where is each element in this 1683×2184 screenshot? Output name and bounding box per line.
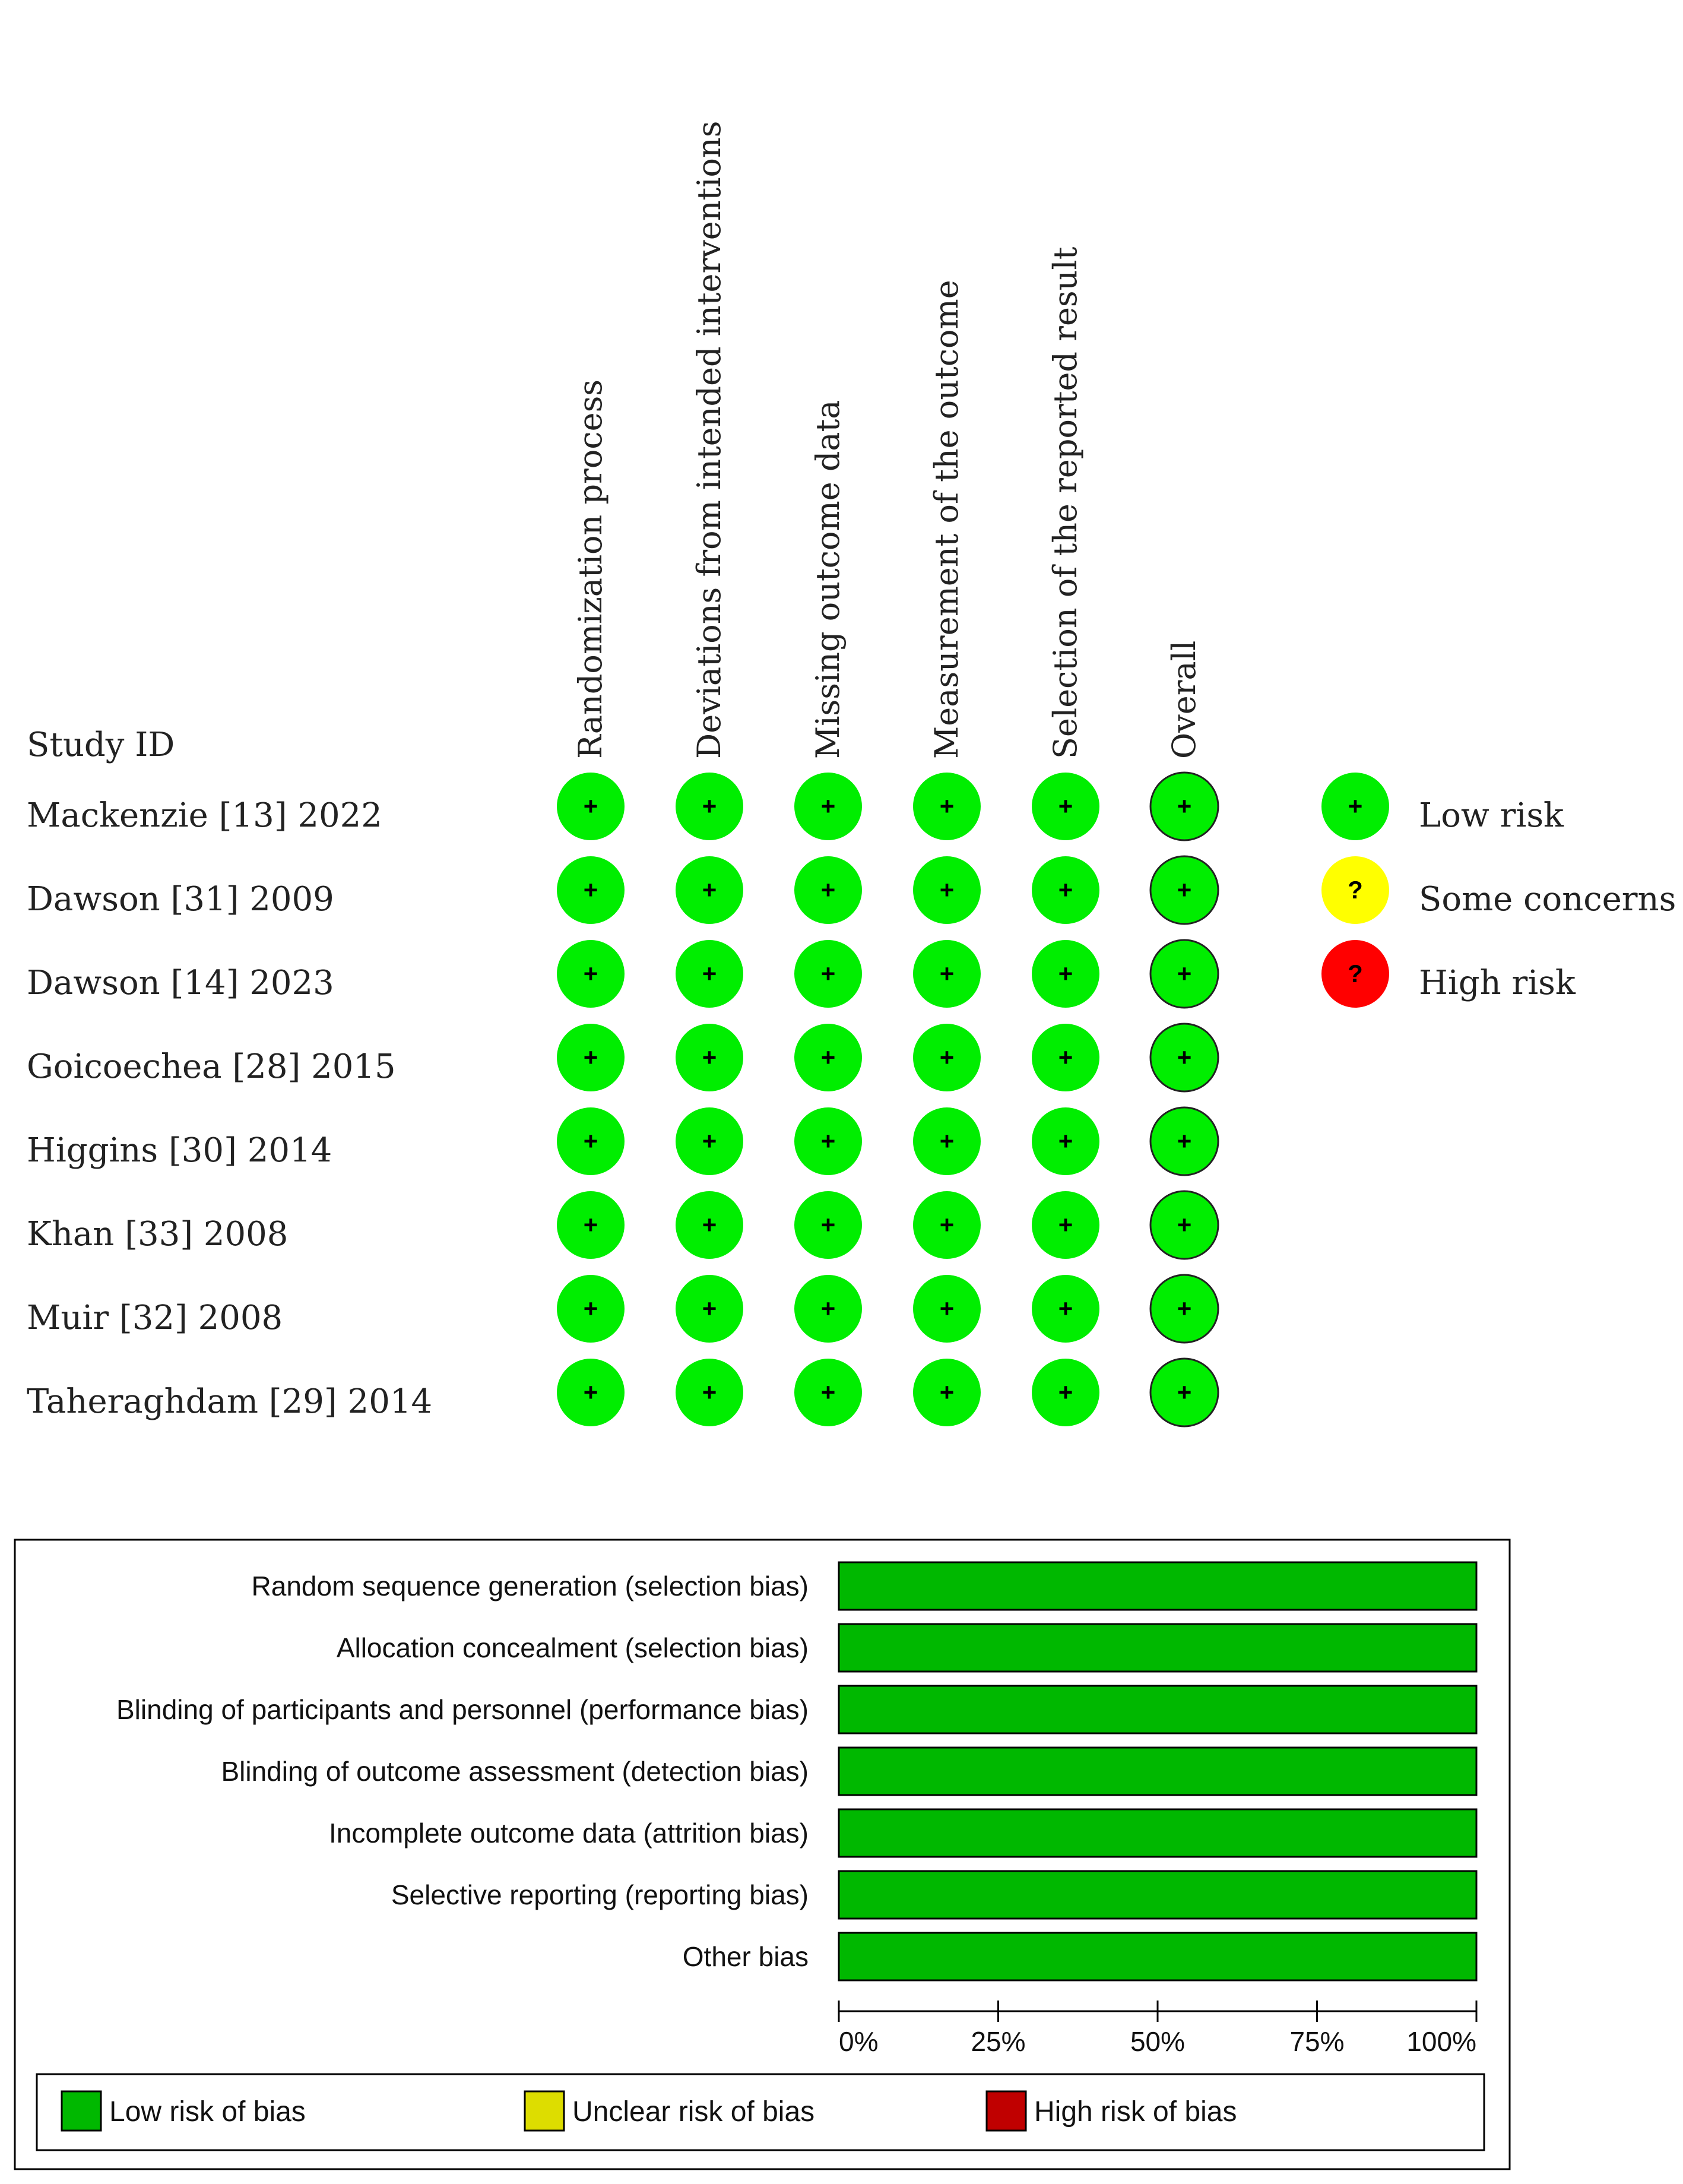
bar-category-label: Incomplete outcome data (attrition bias) xyxy=(329,1818,809,1849)
judgement-symbol: + xyxy=(939,792,955,820)
judgement-cell xyxy=(557,1359,625,1426)
judgement-symbol: + xyxy=(583,876,598,904)
summary-bar-chart xyxy=(15,1540,1510,2169)
judgement-symbol: + xyxy=(820,1378,836,1406)
legend-symbol: ? xyxy=(1348,876,1363,904)
judgement-cell xyxy=(913,1107,981,1175)
judgement-symbol: + xyxy=(820,1294,836,1322)
judgement-cell xyxy=(1150,1024,1218,1091)
judgement-cell xyxy=(794,1359,862,1426)
legend-item-high xyxy=(1321,940,1576,1008)
judgement-cell xyxy=(557,856,625,924)
judgement-cell xyxy=(557,1024,625,1091)
judgement-symbol: + xyxy=(939,876,955,904)
column-header: Overall xyxy=(1165,640,1203,759)
judgement-symbol: + xyxy=(939,960,955,987)
judgement-cell xyxy=(557,940,625,1008)
judgement-symbol: + xyxy=(583,960,598,987)
judgement-symbol: + xyxy=(702,1378,717,1406)
judgement-symbol: + xyxy=(1058,876,1073,904)
legend-label: Low risk xyxy=(1419,796,1564,835)
judgement-cell xyxy=(794,1024,862,1091)
bar-legend-item xyxy=(987,2091,1237,2131)
bar-segment xyxy=(839,1624,1476,1672)
study-label: Khan [33] 2008 xyxy=(27,1215,289,1254)
legend-item-low xyxy=(1321,773,1564,840)
judgement-symbol: + xyxy=(820,1127,836,1155)
judgement-cell xyxy=(557,1275,625,1343)
judgement-symbol: + xyxy=(820,960,836,987)
judgement-symbol: + xyxy=(1177,1378,1192,1406)
judgement-cell xyxy=(794,1275,862,1343)
row-header: Study ID xyxy=(27,726,175,764)
bar-segment xyxy=(839,1562,1476,1610)
judgement-cell xyxy=(913,1359,981,1426)
column-header: Measurement of the outcome xyxy=(928,280,965,759)
study-label: Higgins [30] 2014 xyxy=(27,1131,332,1170)
judgement-symbol: + xyxy=(820,1043,836,1071)
judgement-symbol: + xyxy=(1058,960,1073,987)
judgement-symbol: + xyxy=(1177,1043,1192,1071)
bar-segment xyxy=(839,1686,1476,1733)
x-tick-label: 50% xyxy=(1130,2026,1186,2057)
judgement-cell xyxy=(676,1107,743,1175)
judgement-cell xyxy=(676,1359,743,1426)
judgement-symbol: + xyxy=(1177,792,1192,820)
bar-legend-label: Low risk of bias xyxy=(109,2096,306,2128)
judgement-symbol: + xyxy=(1177,1127,1192,1155)
judgement-symbol: + xyxy=(1058,1127,1073,1155)
judgement-cell xyxy=(913,773,981,840)
study-label: Goicoechea [28] 2015 xyxy=(27,1047,396,1086)
bar-segment xyxy=(839,1933,1476,1980)
bar-legend-swatch xyxy=(62,2091,101,2131)
bar-category-label: Other bias xyxy=(682,1941,809,1972)
judgement-cell xyxy=(1032,1107,1099,1175)
bar-segment xyxy=(839,1809,1476,1857)
bar-category-label: Blinding of participants and personnel (performance bias) xyxy=(116,1694,809,1725)
judgement-symbol: + xyxy=(702,1127,717,1155)
x-tick-label: 25% xyxy=(971,2026,1026,2057)
judgement-symbol: + xyxy=(702,960,717,987)
study-label: Dawson [14] 2023 xyxy=(27,964,334,1002)
judgement-symbol: + xyxy=(702,1211,717,1239)
x-tick-label: 100% xyxy=(1406,2026,1476,2057)
bar-legend-swatch xyxy=(987,2091,1026,2131)
judgement-cell xyxy=(1150,1359,1218,1426)
judgement-cell xyxy=(794,1107,862,1175)
judgement-symbol: + xyxy=(1177,1211,1192,1239)
bar-segment xyxy=(839,1871,1476,1919)
judgement-symbol: + xyxy=(583,1043,598,1071)
legend-symbol: ? xyxy=(1348,960,1363,987)
judgement-symbol: + xyxy=(583,1211,598,1239)
judgement-cell xyxy=(794,856,862,924)
judgement-cell xyxy=(1032,1359,1099,1426)
judgement-cell xyxy=(1032,1024,1099,1091)
judgement-cell xyxy=(1150,773,1218,840)
judgement-symbol: + xyxy=(1058,1294,1073,1322)
column-header: Selection of the reported result xyxy=(1047,246,1084,759)
judgement-cell xyxy=(913,940,981,1008)
legend-symbol: + xyxy=(1348,792,1363,820)
legend-label: High risk xyxy=(1419,964,1576,1002)
x-tick-label: 0% xyxy=(839,2026,879,2057)
bar-legend-label: High risk of bias xyxy=(1034,2096,1237,2128)
judgement-cell xyxy=(913,1191,981,1259)
judgement-symbol: + xyxy=(583,1127,598,1155)
judgement-symbol: + xyxy=(820,792,836,820)
judgement-cell xyxy=(676,940,743,1008)
judgement-symbol: + xyxy=(1177,876,1192,904)
legend-item-some xyxy=(1321,856,1676,924)
judgement-cell xyxy=(913,1024,981,1091)
bar-legend-item xyxy=(62,2091,306,2131)
judgement-cell xyxy=(676,1191,743,1259)
judgement-symbol: + xyxy=(702,1043,717,1071)
judgement-symbol: + xyxy=(939,1043,955,1071)
bar-category-label: Selective reporting (reporting bias) xyxy=(391,1879,809,1910)
column-header: Deviations from intended interventions xyxy=(690,121,728,759)
judgement-symbol: + xyxy=(583,1294,598,1322)
judgement-cell xyxy=(1032,856,1099,924)
study-label: Muir [32] 2008 xyxy=(27,1299,283,1337)
bar-legend-swatch xyxy=(525,2091,564,2131)
traffic-light-plot xyxy=(27,121,1676,1426)
study-label: Mackenzie [13] 2022 xyxy=(27,796,382,835)
judgement-symbol: + xyxy=(820,1211,836,1239)
judgement-cell xyxy=(676,1275,743,1343)
bar-legend-label: Unclear risk of bias xyxy=(572,2096,815,2128)
judgement-symbol: + xyxy=(702,876,717,904)
judgement-cell xyxy=(794,1191,862,1259)
judgement-symbol: + xyxy=(939,1294,955,1322)
judgement-cell xyxy=(1032,940,1099,1008)
column-header: Randomization process xyxy=(572,379,609,759)
judgement-cell xyxy=(1150,1275,1218,1343)
judgement-symbol: + xyxy=(1058,1378,1073,1406)
judgement-symbol: + xyxy=(1058,1211,1073,1239)
judgement-symbol: + xyxy=(1177,960,1192,987)
judgement-cell xyxy=(1032,773,1099,840)
bar-category-label: Allocation concealment (selection bias) xyxy=(336,1632,809,1663)
legend-label: Some concerns xyxy=(1419,880,1676,919)
judgement-symbol: + xyxy=(583,792,598,820)
judgement-symbol: + xyxy=(939,1378,955,1406)
judgement-symbol: + xyxy=(583,1378,598,1406)
judgement-cell xyxy=(913,856,981,924)
judgement-cell xyxy=(557,773,625,840)
judgement-symbol: + xyxy=(1177,1294,1192,1322)
judgement-symbol: + xyxy=(1058,792,1073,820)
column-header: Missing outcome data xyxy=(809,400,847,759)
judgement-symbol: + xyxy=(820,876,836,904)
judgement-cell xyxy=(1032,1275,1099,1343)
judgement-cell xyxy=(676,773,743,840)
judgement-symbol: + xyxy=(939,1127,955,1155)
judgement-cell xyxy=(676,1024,743,1091)
judgement-cell xyxy=(1150,1191,1218,1259)
bar-segment xyxy=(839,1748,1476,1795)
judgement-symbol: + xyxy=(1058,1043,1073,1071)
judgement-symbol: + xyxy=(702,792,717,820)
judgement-cell xyxy=(794,940,862,1008)
judgement-cell xyxy=(1150,1107,1218,1175)
judgement-cell xyxy=(1150,940,1218,1008)
judgement-cell xyxy=(1150,856,1218,924)
judgement-cell xyxy=(794,773,862,840)
x-tick-label: 75% xyxy=(1289,2026,1345,2057)
study-label: Dawson [31] 2009 xyxy=(27,880,334,919)
judgement-symbol: + xyxy=(939,1211,955,1239)
study-label: Taheraghdam [29] 2014 xyxy=(27,1382,433,1421)
bar-category-label: Blinding of outcome assessment (detection bias) xyxy=(221,1756,809,1787)
bar-category-label: Random sequence generation (selection bias) xyxy=(251,1571,809,1601)
judgement-cell xyxy=(1032,1191,1099,1259)
judgement-cell xyxy=(913,1275,981,1343)
judgement-cell xyxy=(557,1191,625,1259)
judgement-symbol: + xyxy=(702,1294,717,1322)
judgement-cell xyxy=(557,1107,625,1175)
judgement-cell xyxy=(676,856,743,924)
